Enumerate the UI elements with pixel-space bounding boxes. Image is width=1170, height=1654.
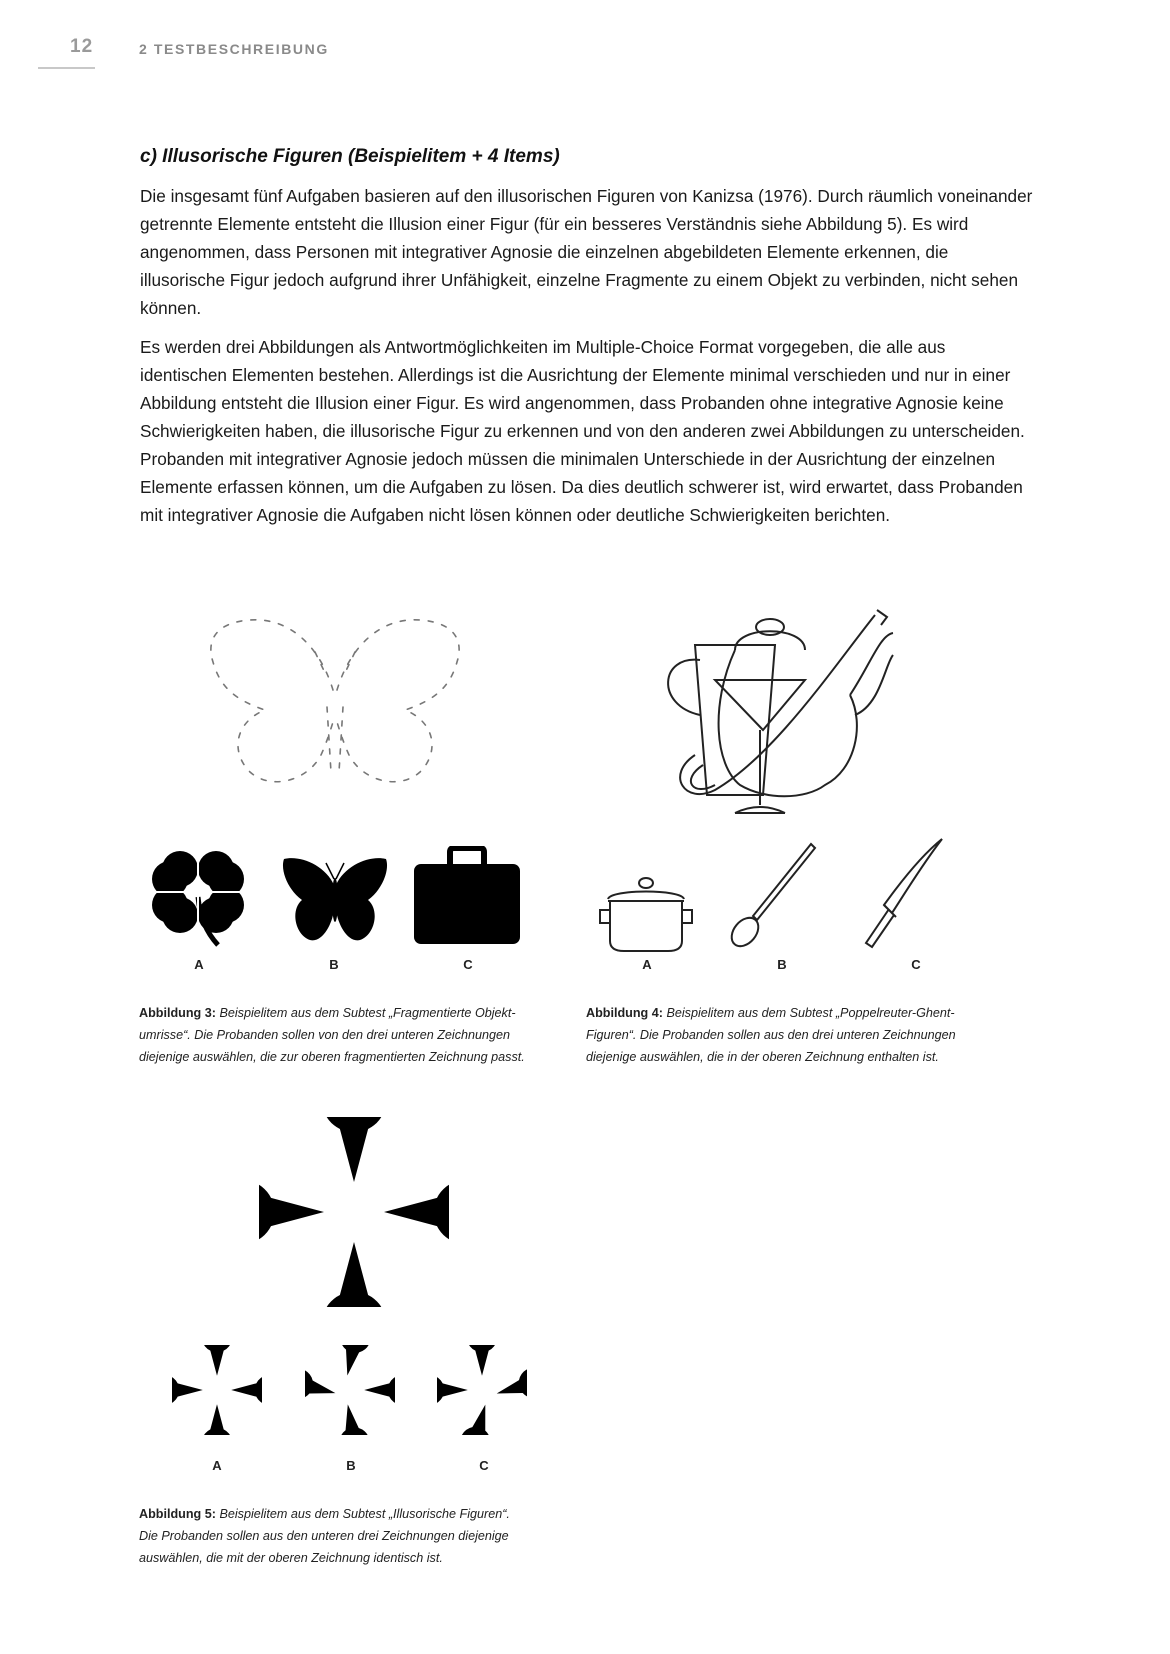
figure-3-caption: Abbildung 3: Beispielitem aus dem Subtest „Fragmentierte Objekt- umrisse“. Die Probanden sollen von den drei unteren Zeichnungen diejenige auswählen, die zur oberen fragmentierten Zeichnung passt. [139,1006,525,1064]
section-heading: c) Illusorische Figuren (Beispielitem + 4 Items) [140,146,560,167]
option-spoon-icon [727,840,817,950]
fig4-option-b-label: B [777,957,787,972]
option-butterfly-icon [280,855,390,945]
option-kanizsa-a-icon [172,1345,262,1435]
poppelreuter-overlap-figure [655,605,895,820]
running-title: 2 TESTBESCHREIBUNG [139,41,329,57]
option-kanizsa-c-icon [437,1345,527,1435]
fig5-option-c-label: C [479,1458,489,1473]
fig4-option-c-label: C [911,957,921,972]
figure-5-caption: Abbildung 5: Beispielitem aus dem Subtest „Illusorische Figuren“. Die Probanden sollen aus den unteren drei Zeichnungen diejenige auswählen, die mit der oberen Zeichnung identisch ist. [139,1507,510,1565]
page-number-rule [38,67,95,69]
fig5-option-b-label: B [346,1458,356,1473]
option-knife-icon [862,835,947,950]
figure-5-caption-label: Abbildung 5: [139,1507,216,1521]
figure-4-caption: Abbildung 4: Beispielitem aus dem Subtest „Poppelreuter-Ghent- Figuren“. Die Probanden sollen aus den drei unteren Zeichnungen diejenige auswählen, die in der oberen Zeichnung enthalten ist. [586,1006,956,1064]
option-pot-icon [596,875,696,955]
figure-3-caption-label: Abbildung 3: [139,1006,216,1020]
figure-4-caption-label: Abbildung 4: [586,1006,663,1020]
paragraph-2: Es werden drei Abbildungen als Antwortmöglichkeiten im Multiple-Choice Format vorgegeben, die alle aus identischen Elementen bestehen. Allerdings ist die Ausrichtung der Elemente minimal verschieden und nur in einer Abbildung entsteht die Illusion einer Figur. Es wird angenommen, dass Probanden ohne integrative Agnosie keine Schwierigkeiten haben, die illusorische Figur zu erkennen und von den anderen zwei Abbildungen zu unterscheiden. Probanden mit integrativer Agnosie jedoch müssen die minimalen Unterschiede in der Ausrichtung der einzelnen Elemente erfassen können, um die Aufgaben zu lösen. Da dies deutlich schwerer ist, wird erwartet, dass Probanden mit integrativer Agnosie die Aufgaben nicht lösen können oder deutliche Schwierigkeiten berichten. [140,337,1025,525]
option-clover-icon [148,847,248,947]
option-briefcase-icon [412,846,522,946]
option-kanizsa-b-icon [305,1345,395,1435]
fragmented-butterfly-figure [205,612,465,797]
fig5-option-a-label: A [212,1458,222,1473]
section-content [140,146,1035,540]
fig3-option-b-label: B [329,957,339,972]
fig3-option-c-label: C [463,957,473,972]
fig4-option-a-label: A [642,957,652,972]
page-number: 12 [70,36,94,57]
paragraph-1: Die insgesamt fünf Aufgaben basieren auf den illusorischen Figuren von Kanizsa (1976). Durch räumlich voneinander getrennte Elemente entsteht die Illusion einer Figur (für ein besseres Verständnis siehe Abbildung 5). Es wird angenommen, dass Personen mit integrativer Agnosie die einzelnen abgebildeten Elemente erkennen, die illusorische Figur jedoch aufgrund ihrer Unfähigkeit, einzelne Fragmente zu einem Objekt zu verbinden, nicht sehen können. [140,186,1033,318]
fig3-option-a-label: A [194,957,204,972]
kanizsa-main-figure [259,1117,449,1307]
